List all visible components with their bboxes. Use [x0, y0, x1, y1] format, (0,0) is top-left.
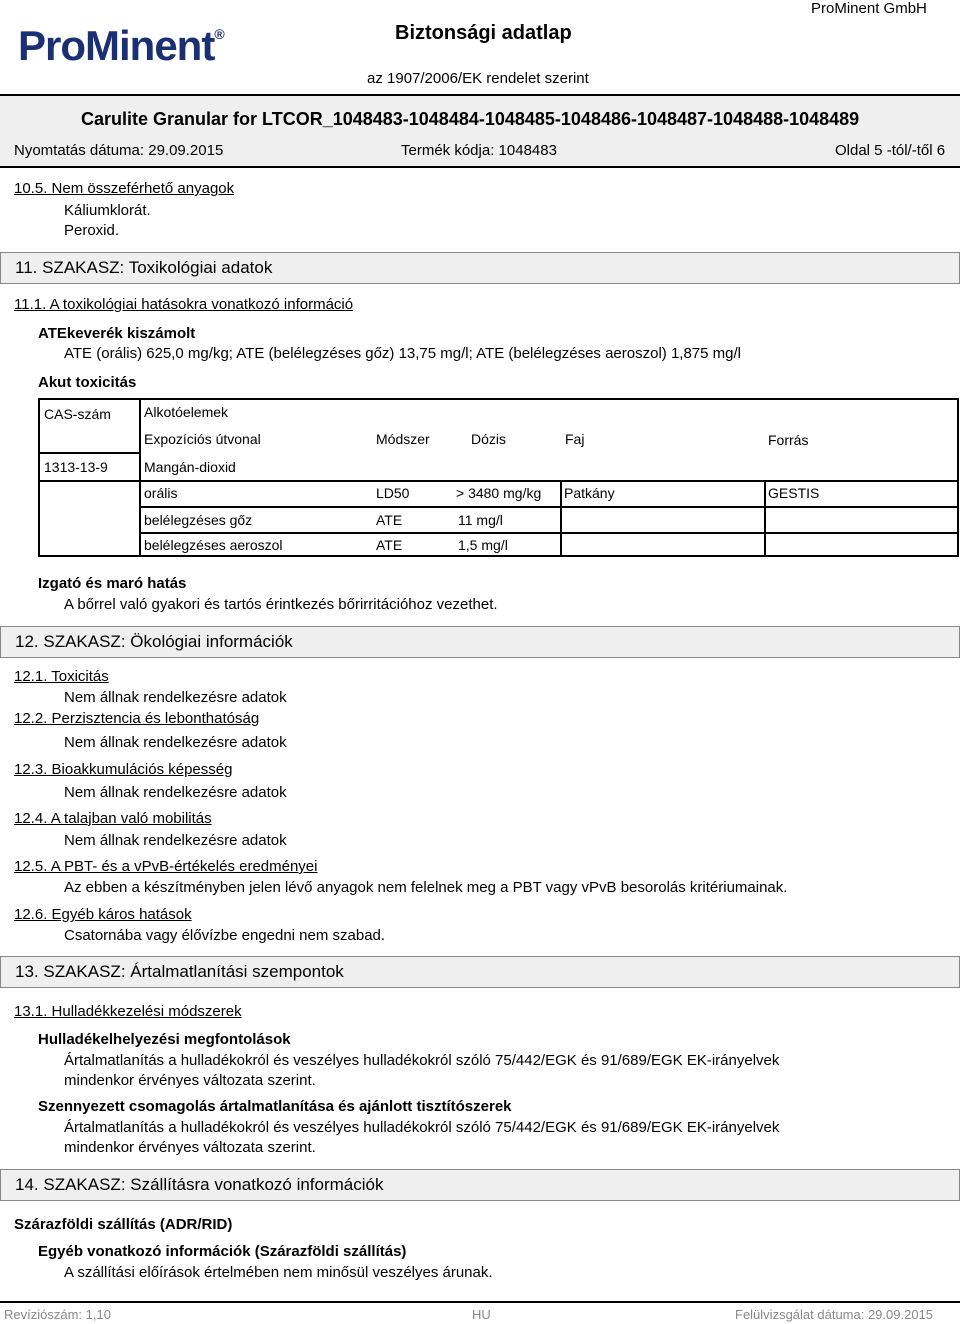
table-cell: GESTIS [768, 485, 820, 501]
col-cas: CAS-szám [44, 406, 111, 422]
heading-12-1: 12.1. Toxicitás [14, 668, 109, 685]
logo: ProMinent® [18, 22, 224, 69]
table-cell: 1,5 mg/l [458, 537, 508, 553]
irritant-heading: Izgató és maró hatás [38, 575, 187, 592]
regulation-text: az 1907/2006/EK rendelet szerint [367, 70, 589, 87]
table-cell: orális [144, 485, 178, 501]
table-divider [139, 506, 957, 508]
packaging-heading: Szennyezett csomagolás ártalmatlanítása és ajánlott tisztítószerek [38, 1098, 512, 1115]
heading-11-1: 11.1. A toxikológiai hatásokra vonatkozó információ [14, 296, 354, 313]
col-source: Forrás [768, 432, 809, 448]
packaging-text-2: mindenkor érvényes változata szerint. [64, 1139, 316, 1156]
other-info-heading: Egyéb vonatkozó információk (Szárazföldi szállítás) [38, 1243, 407, 1260]
component-value: Mangán-dioxid [144, 459, 236, 475]
disposal-text-2: mindenkor érvényes változata szerint. [64, 1072, 316, 1089]
text-12-6: Csatornába vagy élővízbe engedni nem szabad. [64, 927, 386, 944]
table-cell: ATE [376, 537, 403, 553]
table-divider [40, 480, 957, 482]
irritant-text: A bőrrel való gyakori és tartós érintkezés bőrirritációhoz vezethet. [64, 596, 498, 613]
document-title: Biztonsági adatlap [395, 22, 572, 44]
other-info-text: A szállítási előírások értelmében nem minősül veszélyes árunak. [64, 1264, 493, 1281]
col-component: Alkotóelemek [144, 404, 229, 420]
section-11-bar [0, 252, 960, 284]
print-date: Nyomtatás dátuma: 29.09.2015 [14, 142, 224, 159]
cas-value: 1313-13-9 [44, 459, 108, 475]
header-bottom-rule [0, 166, 960, 168]
header-top-rule [0, 94, 960, 96]
table-cell: Patkány [564, 485, 615, 501]
heading-12-4: 12.4. A talajban való mobilitás [14, 810, 212, 827]
heading-12-6: 12.6. Egyéb káros hatások [14, 906, 192, 923]
review-date: Felülvizsgálat dátuma: 29.09.2015 [735, 1307, 934, 1322]
disposal-text-1: Ártalmatlanítás a hulladékokról és veszélyes hulladékokról szóló 75/442/EGK és 91/689/EGK EK-irányelvek [64, 1052, 780, 1069]
footer-rule [0, 1301, 960, 1303]
col-route: Expozíciós útvonal [144, 431, 261, 447]
product-name: Carulite Granular for LTCOR_1048483-1048484-1048485-1048486-1048487-1048488-1048489 [81, 109, 860, 129]
acute-toxicity-table [38, 398, 959, 557]
revision-number: Revíziószám: 1,10 [4, 1307, 111, 1322]
text-12-5: Az ebben a készítményben jelen lévő anyagok nem felelnek meg a PBT vagy vPvB besorolás kritériumainak. [64, 879, 788, 896]
text-12-1: Nem állnak rendelkezésre adatok [64, 689, 287, 706]
table-cell: LD50 [376, 485, 410, 501]
col-species: Faj [565, 431, 585, 447]
section-11-title: 11. SZAKASZ: Toxikológiai adatok [15, 258, 273, 277]
table-divider [764, 480, 766, 555]
language-code: HU [472, 1307, 491, 1322]
col-method: Módszer [376, 431, 430, 447]
table-cell: > 3480 mg/kg [456, 485, 542, 501]
text-12-4: Nem állnak rendelkezésre adatok [64, 832, 287, 849]
ate-text: ATE (orális) 625,0 mg/kg; ATE (belélegzéses gőz) 13,75 mg/l; ATE (belélegzéses aeroszol) 1,875 mg/l [64, 345, 741, 362]
section-14-bar [0, 1169, 960, 1201]
section-14-title: 14. SZAKASZ: Szállításra vonatkozó információk [15, 1175, 384, 1194]
acute-toxicity-heading: Akut toxicitás [38, 374, 137, 391]
table-cell: belélegzéses aeroszol [144, 537, 283, 553]
ate-heading: ATEkeverék kiszámolt [38, 325, 196, 342]
table-divider [40, 452, 139, 454]
company-name: ProMinent GmbH [811, 0, 927, 17]
incompatible-item-2: Peroxid. [64, 222, 120, 239]
land-transport-heading: Szárazföldi szállítás (ADR/RID) [14, 1216, 233, 1233]
col-dose: Dózis [471, 431, 507, 447]
heading-12-3: 12.3. Bioakkumulációs képesség [14, 761, 233, 778]
table-cell: 11 mg/l [458, 512, 503, 528]
section-12-title: 12. SZAKASZ: Ökológiai információk [15, 632, 293, 651]
table-cell: belélegzéses gőz [144, 512, 253, 528]
text-12-3: Nem állnak rendelkezésre adatok [64, 784, 287, 801]
heading-12-2: 12.2. Perzisztencia és lebonthatóság [14, 710, 260, 727]
table-divider [560, 480, 562, 555]
section-13-bar [0, 956, 960, 988]
text-12-2: Nem állnak rendelkezésre adatok [64, 734, 287, 751]
disposal-heading: Hulladékelhelyezési megfontolások [38, 1031, 291, 1048]
section-13-title: 13. SZAKASZ: Ártalmatlanítási szempontok [15, 962, 344, 981]
heading-10-5: 10.5. Nem összeférhető anyagok [14, 180, 235, 197]
page-number: Oldal 5 -tól/-től 6 [835, 142, 946, 159]
packaging-text-1: Ártalmatlanítás a hulladékokról és veszélyes hulladékokról szóló 75/442/EGK és 91/689/EGK EK-irányelvek [64, 1119, 780, 1136]
table-cell: ATE [376, 512, 403, 528]
incompatible-item-1: Káliumklorát. [64, 202, 151, 219]
table-divider [139, 532, 957, 534]
product-code: Termék kódja: 1048483 [401, 142, 557, 159]
heading-12-5: 12.5. A PBT- és a vPvB-értékelés eredményei [14, 858, 318, 875]
section-12-bar [0, 626, 960, 658]
heading-13-1: 13.1. Hulladékkezelési módszerek [14, 1003, 242, 1020]
